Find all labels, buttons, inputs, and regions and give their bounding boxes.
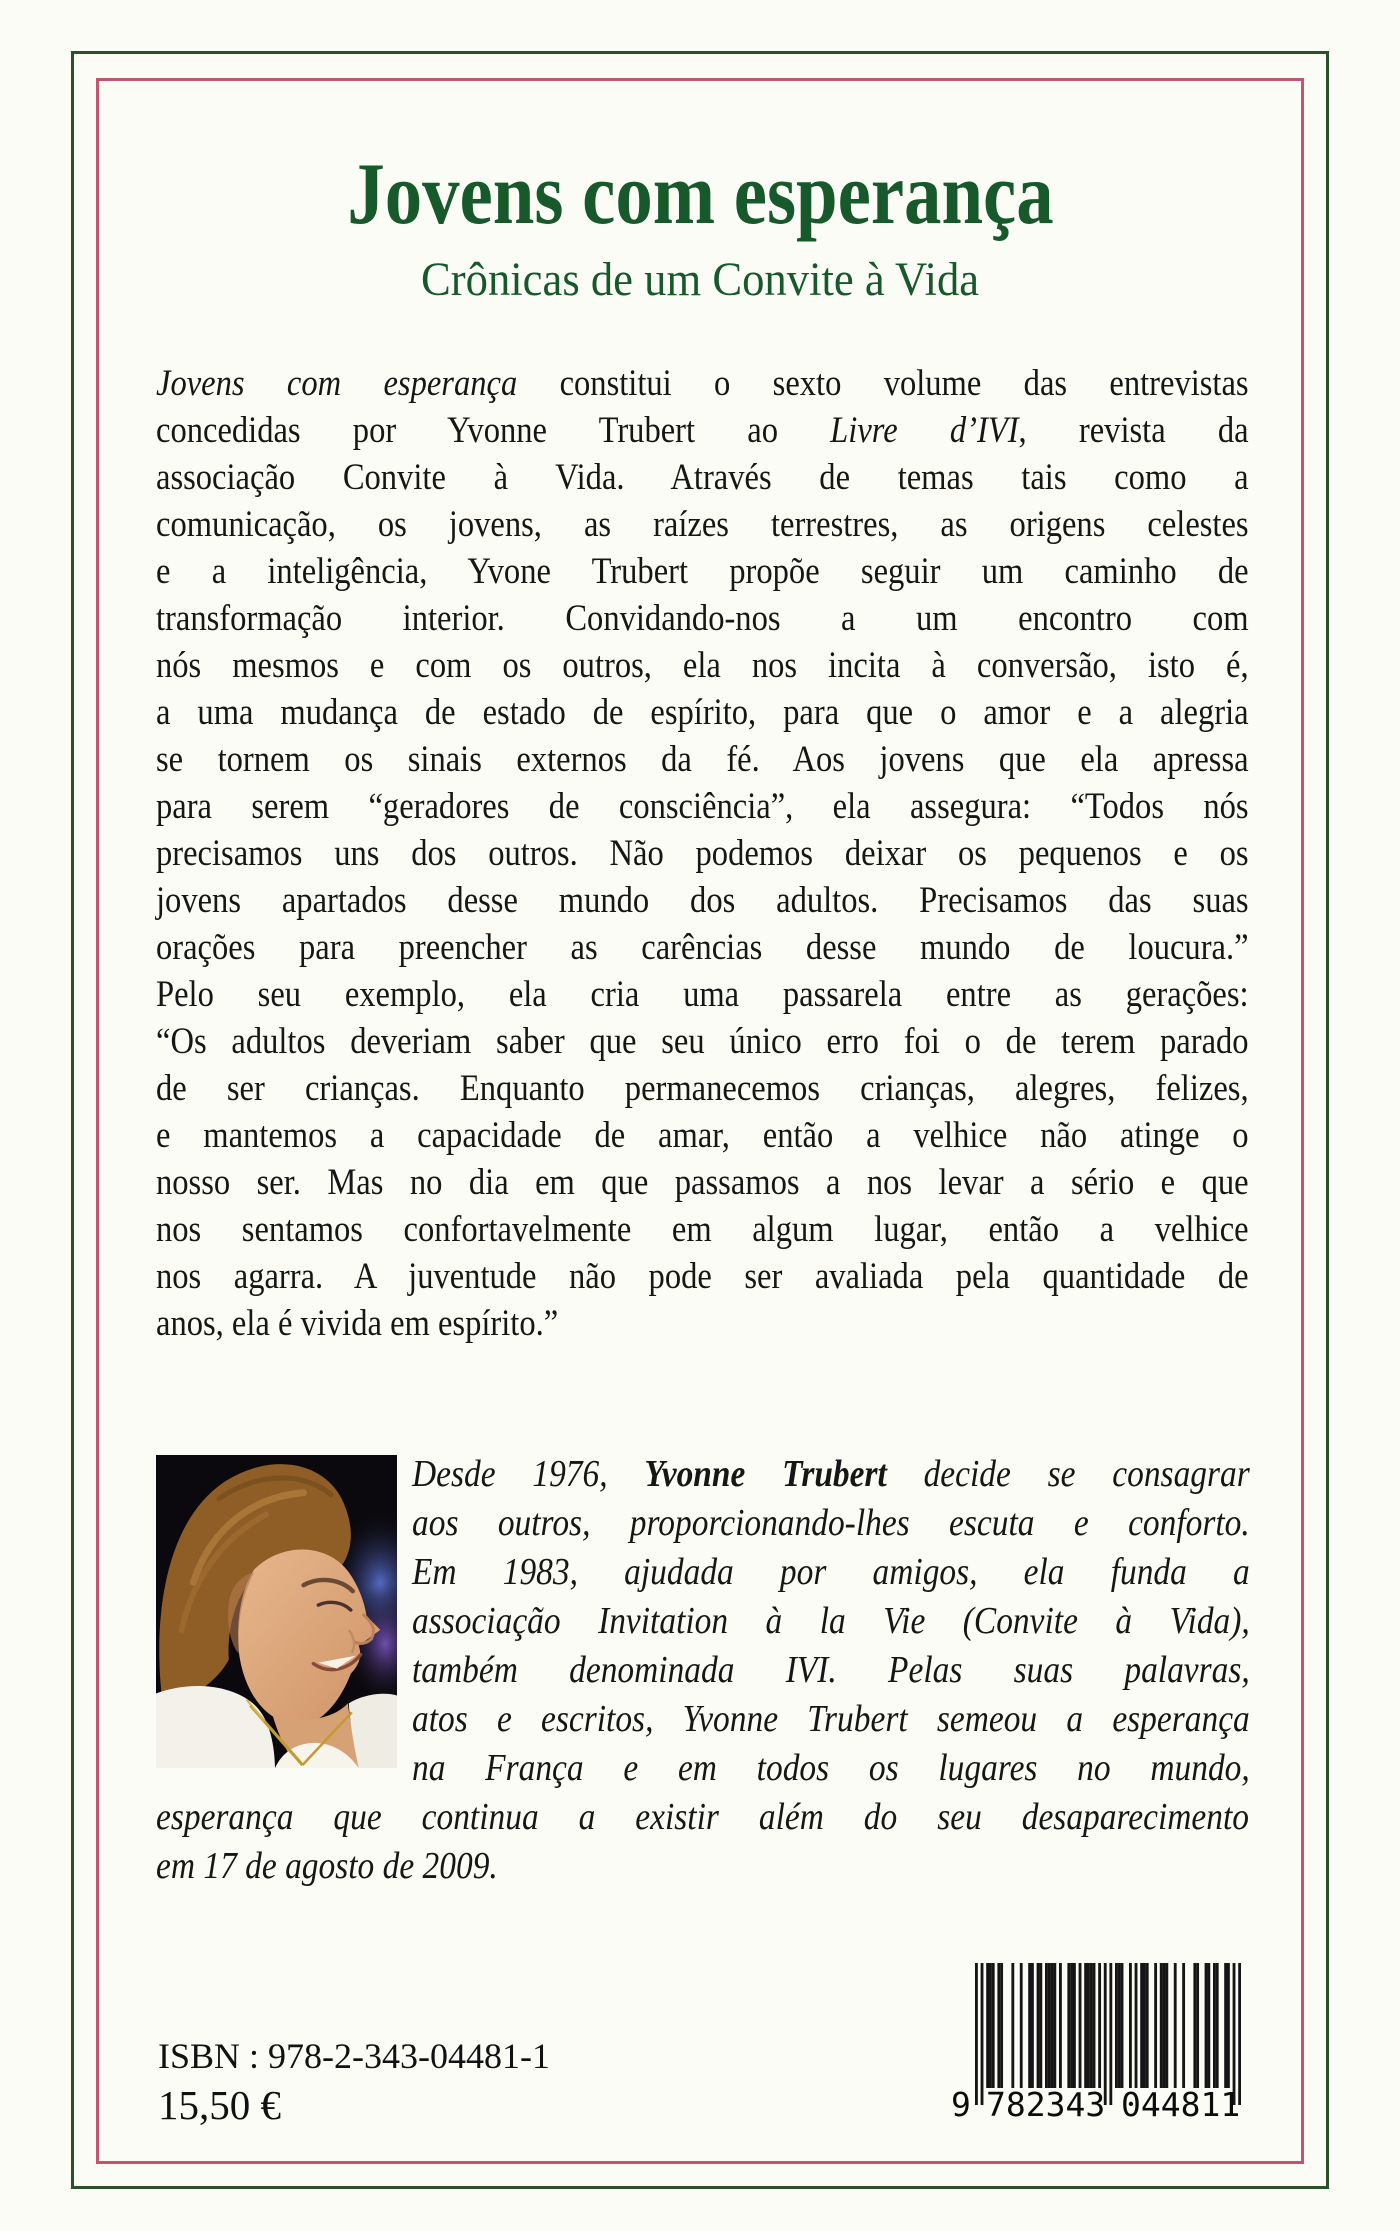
page-subtitle xyxy=(0,254,1400,306)
price-text: 15,50 € xyxy=(158,2082,281,2128)
portrait-illustration xyxy=(156,1455,397,1768)
synopsis-line: e a inteligência, Yvone Trubert propõe seguir um caminho de xyxy=(156,551,1249,592)
synopsis-line: a uma mudança de estado de espírito, para que o amor e a alegria xyxy=(156,692,1249,733)
bio-line: associação Invitation à la Vie (Convite à Vida), xyxy=(412,1600,1250,1642)
yvonne-trubert-photo xyxy=(156,1455,397,1768)
synopsis-line: Jovens com esperança constitui o sexto volume das entrevistas xyxy=(156,363,1249,404)
bio-line: aos outros, proporcionando-lhes escuta e conforto. xyxy=(412,1502,1250,1544)
bio-line: Em 1983, ajudada por amigos, ela funda a xyxy=(412,1551,1250,1593)
page-title xyxy=(0,146,1400,243)
synopsis-line: associação Convite à Vida. Através de temas tais como a xyxy=(156,457,1249,498)
bio-line: também denominada IVI. Pelas suas palavras, xyxy=(412,1649,1250,1691)
bio-line: na França e em todos os lugares no mundo, xyxy=(412,1747,1250,1789)
page-title-text: Jovens com esperança xyxy=(346,146,1054,243)
synopsis-line: e mantemos a capacidade de amar, então a velhice não atinge o xyxy=(156,1115,1249,1156)
synopsis-line: “Os adultos deveriam saber que seu único erro foi o de terem parado xyxy=(156,1021,1249,1062)
bio-paragraph-full-width xyxy=(156,1793,1249,1891)
synopsis-line: Pelo seu exemplo, ela cria uma passarela entre as gerações: xyxy=(156,974,1249,1015)
bio-line: esperança que continua a existir além do seu desaparecimento xyxy=(156,1796,1249,1838)
bio-line: atos e escritos, Yvonne Trubert semeou a esperança xyxy=(412,1698,1250,1740)
bio-line: Desde 1976, Yvonne Trubert decide se consagrar xyxy=(412,1453,1250,1495)
synopsis-line: jovens apartados desse mundo dos adultos. Precisamos das suas xyxy=(156,880,1249,921)
bio-paragraph-beside-photo xyxy=(412,1450,1250,1793)
synopsis-line: para serem “geradores de consciência”, ela assegura: “Todos nós xyxy=(156,786,1249,827)
synopsis-line: comunicação, os jovens, as raízes terrestres, as origens celestes xyxy=(156,504,1249,545)
synopsis-line: orações para preencher as carências desse mundo de loucura.” xyxy=(156,927,1249,968)
barcode-digits-group2: 0 4 4 8 1 1 xyxy=(1121,2085,1241,2124)
ean13-barcode xyxy=(951,1963,1241,2128)
synopsis-line: concedidas por Yvonne Trubert ao Livre d’IVI, revista da xyxy=(156,410,1249,451)
synopsis-line: nós mesmos e com os outros, ela nos incita à conversão, isto é, xyxy=(156,645,1249,686)
bio-line: em 17 de agosto de 2009. xyxy=(156,1845,498,1887)
barcode-digits-group1: 7 8 2 3 4 3 xyxy=(986,2085,1106,2124)
synopsis-line: nos agarra. A juventude não pode ser avaliada pela quantidade de xyxy=(156,1256,1249,1297)
synopsis-line: anos, ela é vivida em espírito.” xyxy=(156,1303,559,1344)
isbn-text: ISBN : 978-2-343-04481-1 xyxy=(158,2036,550,2076)
synopsis-line: precisamos uns dos outros. Não podemos deixar os pequenos e os xyxy=(156,833,1249,874)
synopsis-line: nos sentamos confortavelmente em algum lugar, então a velhice xyxy=(156,1209,1249,1250)
barcode-digit-first: 9 xyxy=(951,2085,971,2124)
synopsis-paragraph xyxy=(156,360,1249,1347)
synopsis-line: de ser crianças. Enquanto permanecemos crianças, alegres, felizes, xyxy=(156,1068,1249,1109)
page-subtitle-text: Crônicas de um Convite à Vida xyxy=(420,253,980,306)
synopsis-line: nosso ser. Mas no dia em que passamos a nos levar a sério e que xyxy=(156,1162,1249,1203)
synopsis-line: transformação interior. Convidando-nos a um encontro com xyxy=(156,598,1249,639)
synopsis-line: se tornem os sinais externos da fé. Aos jovens que ela apressa xyxy=(156,739,1249,780)
